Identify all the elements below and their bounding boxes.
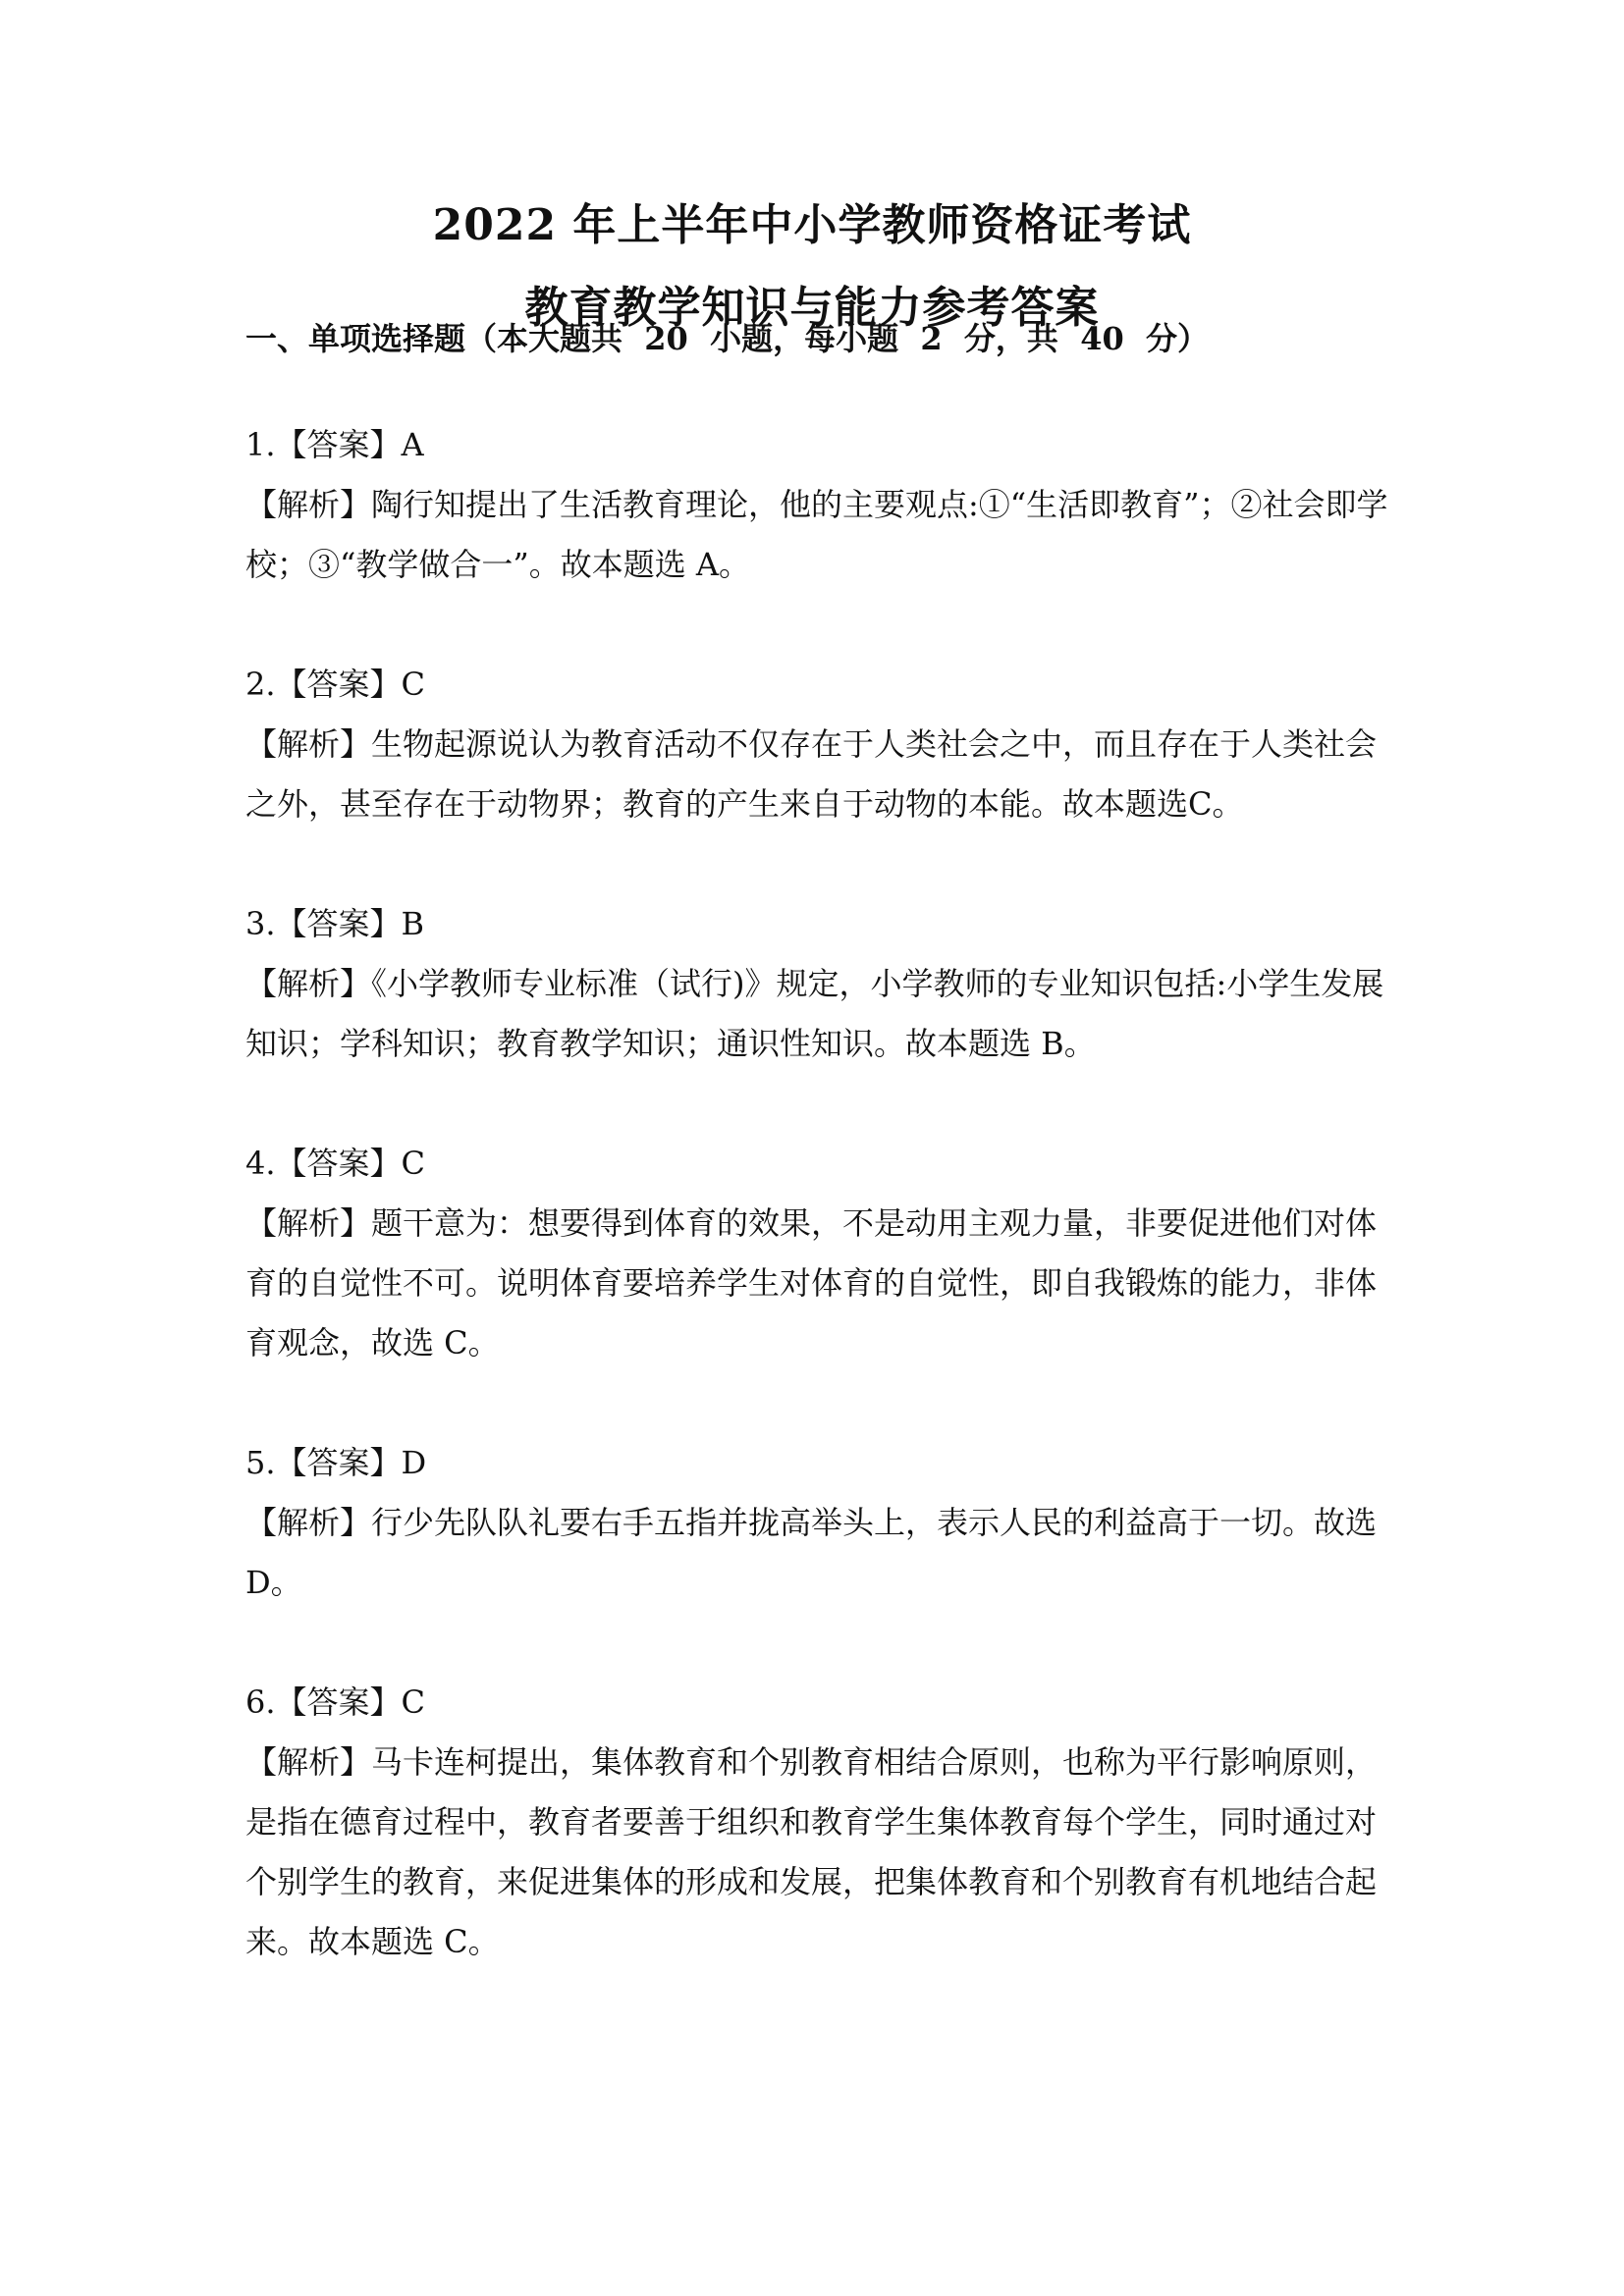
document-title-line2: 教育教学知识与能力参考答案 — [524, 283, 1100, 333]
question-item — [245, 1673, 1394, 1972]
question-answer: 1.【答案】A — [245, 426, 424, 463]
question-answer: 2.【答案】C — [245, 666, 426, 703]
question-item — [245, 894, 1394, 1074]
question-item — [245, 1134, 1394, 1373]
question-answer: 3.【答案】B — [245, 905, 425, 942]
question-answer: 5.【答案】D — [245, 1444, 427, 1481]
question-explanation: 【解析】《小学教师专业标准（试行)》规定，小学教师的专业知识包括:小学生发展知识；学科知识；教育教学知识；通识性知识。故本题选 B。 — [245, 965, 1384, 1062]
question-explanation: 【解析】题干意为：想要得到体育的效果，不是动用主观力量，非要促进他们对体育的自觉性不可。说明体育要培养学生对体育的自觉性，即自我锻炼的能力，非体育观念，故选 C。 — [245, 1204, 1378, 1362]
answers-list — [245, 415, 1394, 2032]
question-item — [245, 415, 1394, 595]
question-item — [245, 1433, 1394, 1613]
question-explanation: 【解析】行少先队队礼要右手五指并拢高举头上，表示人民的利益高于一切。故选 D。 — [245, 1504, 1378, 1601]
question-answer: 6.【答案】C — [245, 1683, 426, 1721]
question-explanation: 【解析】生物起源说认为教育活动不仅存在于人类社会之中，而且存在于人类社会之外，甚至存在于动物界；教育的产生来自于动物的本能。故本题选C。 — [245, 725, 1378, 823]
question-item — [245, 655, 1394, 834]
section-heading: 一、单项选择题（本大题共 20 小题，每小题 2 分，共 40 分） — [245, 320, 1210, 357]
question-explanation: 【解析】马卡连柯提出，集体教育和个别教育相结合原则，也称为平行影响原则，是指在德育过程中，教育者要善于组织和教育学生集体教育每个学生，同时通过对个别学生的教育，来促进集体的形成和发展，把集体教育和个别教育有机地结合起来。故本题选 C。 — [245, 1743, 1378, 1960]
question-explanation: 【解析】陶行知提出了生活教育理论，他的主要观点:①“生活即教育”；②社会即学校；③“教学做合一”。故本题选 A。 — [245, 486, 1388, 583]
question-answer: 4.【答案】C — [245, 1145, 426, 1182]
document-title-line1: 2022 年上半年中小学教师资格证考试 — [432, 200, 1192, 250]
